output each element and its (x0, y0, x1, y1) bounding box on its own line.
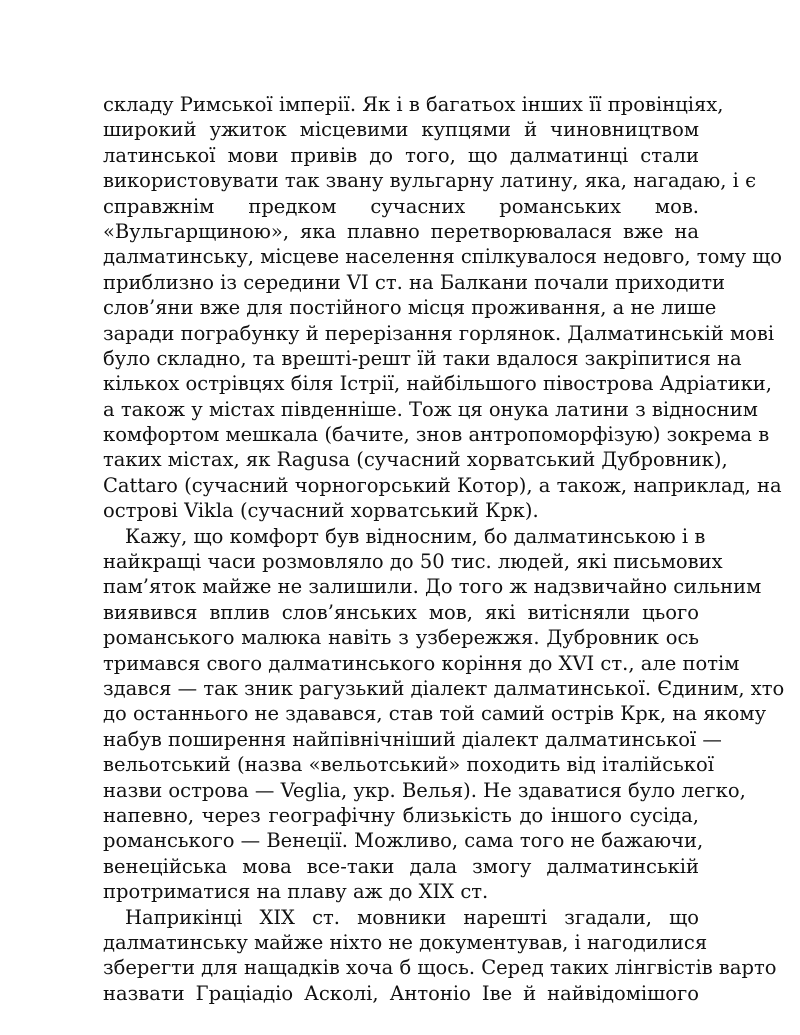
paragraph-3 (103, 905, 777, 1007)
text-line: романського — Венеції. Можливо, сама того не бажаючи, (103, 829, 704, 853)
text-line: Наприкінці XIX ст. мовники нарешті згадали, що (125, 905, 699, 929)
text-line: було складно, та врешті-решт їй таки вдалося закріпитися на (103, 346, 742, 370)
text-line: далматинську майже ніхто не документував, і нагодилися (103, 930, 708, 954)
paragraph-1 (103, 92, 783, 524)
text-line: протриматися на плаву аж до XIX ст. (103, 880, 489, 904)
text-line: широкий ужиток місцевими купцями й чиновництвом (103, 118, 699, 142)
text-line: далматинську, місцеве населення спілкувалося недовго, тому що (103, 245, 783, 269)
text-line: а також у містах південніше. Тож ця онука латини з відносним (103, 397, 758, 421)
text-line: використовувати так звану вульгарну латину, яка, нагадаю, і є (103, 169, 757, 193)
text-line: назви острова — Veglia, укр. Велья). Не здаватися було легко, (103, 778, 746, 802)
document-body (103, 92, 785, 1006)
text-line: виявився вплив слов’янських мов, які витісняли цього (103, 600, 699, 624)
text-line: тримався свого далматинського коріння до XVI ст., але потім (103, 651, 740, 675)
text-line: вельотський (назва «вельотський» походить від італійської (103, 753, 714, 777)
text-line: венеційська мова все-таки дала змогу далматинській (103, 854, 699, 878)
text-line: романського малюка навіть з узбережжя. Дубровник ось (103, 626, 699, 650)
text-line: напевно, через географічну близькість до іншого сусіда, (103, 803, 699, 827)
text-line: заради пограбунку й перерізання горлянок. Далматинській мові (103, 321, 775, 345)
text-line: найкращі часи розмовляло до 50 тис. людей, які письмових (103, 550, 723, 574)
text-line: приблизно із середини VI ст. на Балкани почали приходити (103, 270, 726, 294)
text-line: здався — так зник рагузький діалект далматинської. Єдиним, хто (103, 676, 785, 700)
text-line: «Вульгарщиною», яка плавно перетворювалася вже на (103, 219, 699, 243)
text-line: Cattaro (сучасний чорногорський Котор), а також, наприклад, на (103, 473, 782, 497)
text-line: зберегти для нащадків хоча б щось. Серед таких лінгвістів варто (103, 956, 777, 980)
text-line: складу Римської імперії. Як і в багатьох інших її провінціях, (103, 93, 724, 116)
text-line: таких містах, як Ragusa (сучасний хорватський Дубровник), (103, 448, 728, 472)
text-line: Кажу, що комфорт був відносним, бо далматинською і в (125, 524, 706, 548)
text-line: слов’яни вже для постійного місця проживання, а не лише (103, 296, 717, 320)
text-line: комфортом мешкала (бачите, знов антропоморфізую) зокрема в (103, 423, 770, 447)
text-line: справжнім предком сучасних романських мов. (103, 194, 699, 218)
text-line: пам’яток майже не залишили. До того ж надзвичайно сильним (103, 575, 762, 599)
text-line: назвати Граціадіо Асколі, Антоніо Іве й найвідомішого (103, 981, 699, 1005)
text-line: до останнього не здавався, став той самий острів Крк, на якому (103, 702, 767, 726)
text-line: латинської мови привів до того, що далматинці стали (103, 143, 699, 167)
paragraph-2 (103, 524, 785, 905)
text-line: набув поширення найпівнічніший діалект далматинської — (103, 727, 722, 751)
text-line: кількох острівцях біля Істрії, найбільшого півострова Адріатики, (103, 372, 772, 396)
text-line: острові Vikla (сучасний хорватський Крк). (103, 499, 539, 523)
